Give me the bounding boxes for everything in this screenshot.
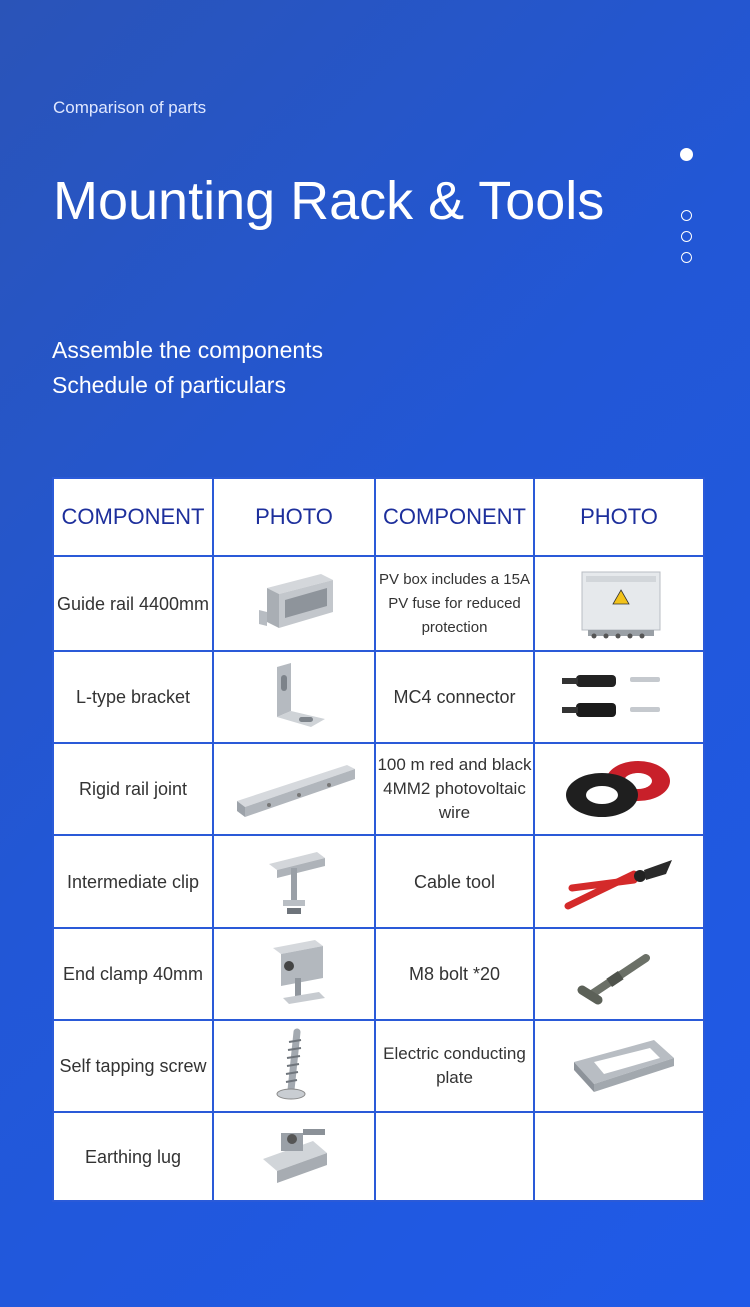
photo-cell	[534, 556, 704, 651]
table-row	[53, 1112, 704, 1201]
photo-cell	[213, 556, 375, 651]
component-name: 100 m red and black 4MM2 photovoltaic wire	[375, 743, 534, 835]
pagination-dot[interactable]	[681, 231, 692, 242]
subtitle	[52, 333, 323, 403]
end-clamp-photo	[229, 936, 359, 1012]
component-name: Cable tool	[375, 835, 534, 928]
photo-cell	[213, 928, 375, 1020]
column-header: PHOTO	[534, 478, 704, 556]
component-name: MC4 connector	[375, 651, 534, 743]
rail-joint-photo	[229, 751, 359, 827]
empty-cell	[534, 1112, 704, 1201]
t-bolt-photo	[554, 936, 684, 1012]
photo-cell	[534, 743, 704, 835]
component-name: End clamp 40mm	[53, 928, 213, 1020]
photo-cell	[213, 1112, 375, 1201]
pv-combiner-box-photo	[554, 566, 684, 642]
component-name: Intermediate clip	[53, 835, 213, 928]
parts-table	[52, 477, 705, 1202]
table-row	[53, 743, 704, 835]
subtitle-line: Schedule of particulars	[52, 372, 286, 398]
photo-cell	[534, 1020, 704, 1112]
aluminum-guide-rail-photo	[229, 566, 359, 642]
column-header: PHOTO	[213, 478, 375, 556]
component-name: M8 bolt *20	[375, 928, 534, 1020]
conducting-plate-photo	[554, 1028, 684, 1104]
pagination-dot[interactable]	[681, 210, 692, 221]
photo-cell	[534, 651, 704, 743]
table-row	[53, 556, 704, 651]
table-row	[53, 835, 704, 928]
page-eyebrow: Comparison of parts	[53, 98, 207, 117]
empty-cell	[375, 1112, 534, 1201]
table-row	[53, 928, 704, 1020]
photo-cell	[213, 835, 375, 928]
subtitle-line: Assemble the components	[52, 337, 324, 363]
photo-cell	[534, 835, 704, 928]
page-title: Mounting Rack & Tools	[53, 171, 605, 231]
mid-clamp-photo	[229, 844, 359, 920]
l-bracket-photo	[229, 659, 359, 735]
earthing-lug-photo	[229, 1119, 359, 1195]
component-name: Rigid rail joint	[53, 743, 213, 835]
pagination-dot[interactable]	[681, 252, 692, 263]
mc4-connector-photo	[554, 659, 684, 735]
table-header-row	[53, 478, 704, 556]
pv-wire-coils-photo	[554, 751, 684, 827]
crimping-tool-photo	[554, 844, 684, 920]
table-row	[53, 651, 704, 743]
screw-photo	[229, 1028, 359, 1104]
component-name: Guide rail 4400mm	[53, 556, 213, 651]
photo-cell	[213, 743, 375, 835]
column-header: COMPONENT	[53, 478, 213, 556]
component-name: Electric conducting plate	[375, 1020, 534, 1112]
photo-cell	[534, 928, 704, 1020]
photo-cell	[213, 1020, 375, 1112]
photo-cell	[213, 651, 375, 743]
component-name: Self tapping screw	[53, 1020, 213, 1112]
component-name: PV box includes a 15A PV fuse for reduced protection	[375, 556, 534, 651]
column-header: COMPONENT	[375, 478, 534, 556]
component-name: Earthing lug	[53, 1112, 213, 1201]
table-row	[53, 1020, 704, 1112]
pagination-dot-active[interactable]	[680, 148, 693, 161]
component-name: L-type bracket	[53, 651, 213, 743]
